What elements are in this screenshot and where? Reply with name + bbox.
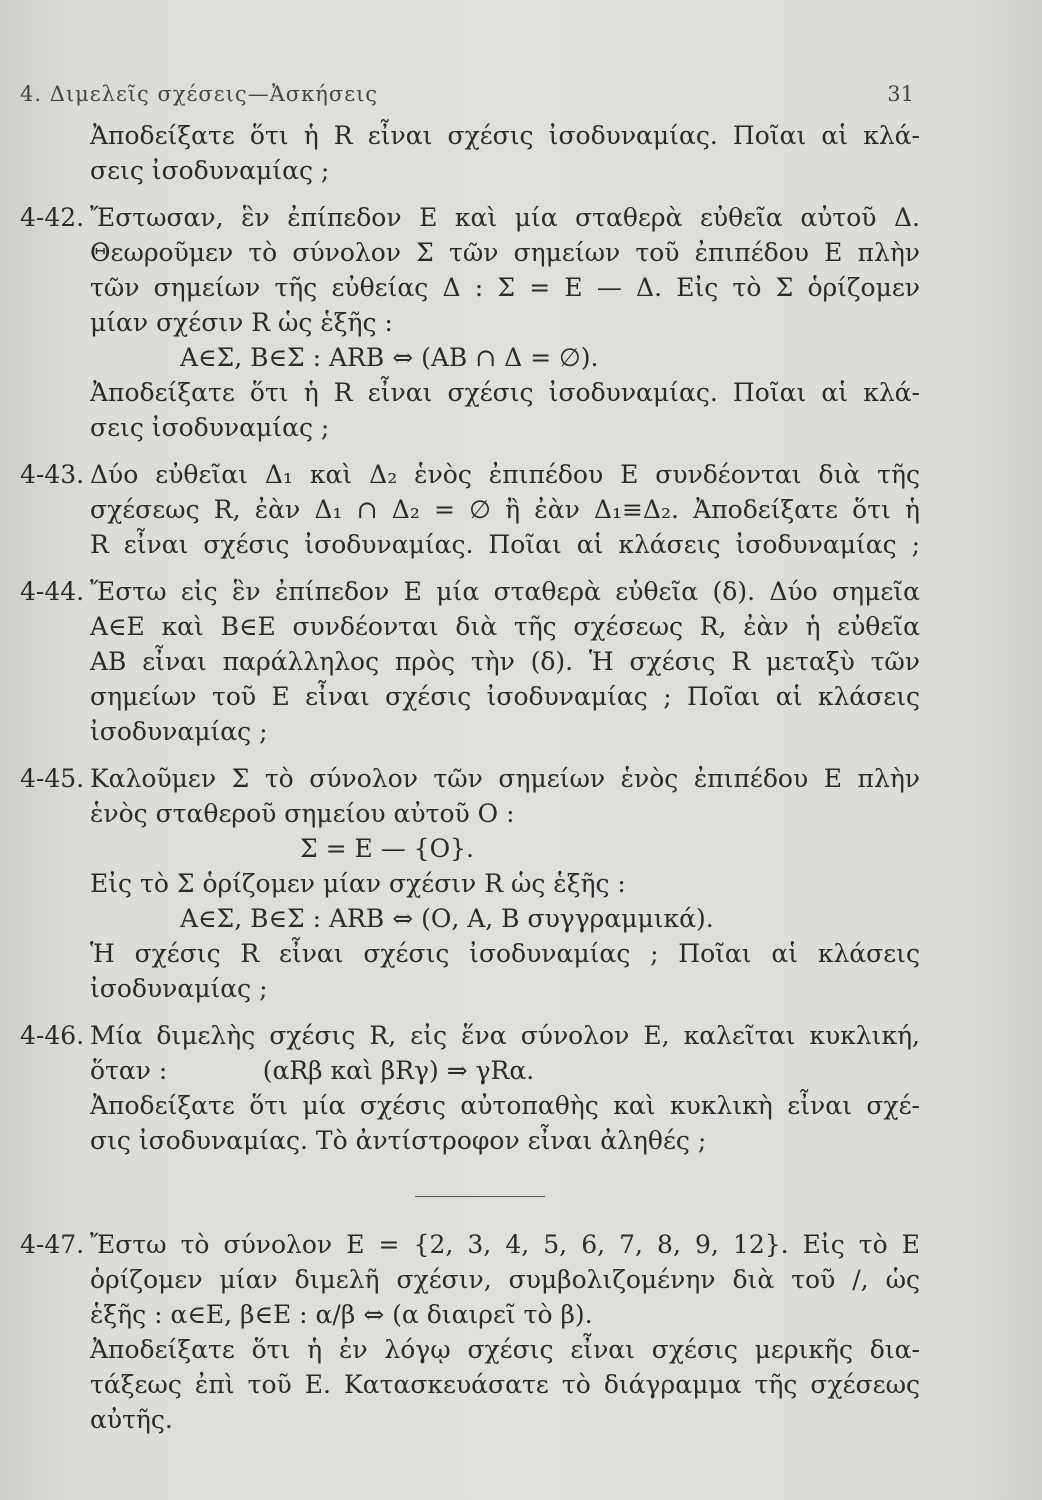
text-line: Ἡ σχέσις R εἶναι σχέσις ἰσοδυναμίας ; Ποῖαι αἱ κλάσεις (90, 939, 920, 968)
text-line: σεις ἰσοδυναμίας ; (90, 413, 330, 442)
exercise-4-42 (20, 200, 920, 445)
text-line: Ἀποδείξατε ὅτι ἡ ἐν λόγῳ σχέσις εἶναι σχέσις μερικῆς δια- (90, 1335, 920, 1364)
text-line: Α∈Ε καὶ Β∈Ε συνδέονται διὰ τῆς σχέσεως R, ἐὰν ἡ εὐθεῖα (90, 612, 920, 641)
text-line: Ἀποδείξατε ὅτι ἡ R εἶναι σχέσις ἰσοδυναμίας. Ποῖαι αἱ κλά- (90, 378, 920, 407)
page-body (20, 118, 920, 1437)
text-line: σεις ἰσοδυναμίας ; (90, 156, 330, 185)
formula-line: ὅταν : (αRβ καὶ βRγ) ⇒ γRα. (90, 1056, 535, 1085)
exercise-4-43 (20, 457, 920, 562)
text-line: ὁρίζομεν μίαν διμελῆ σχέσιν, συμβολιζομένην διὰ τοῦ /, ὡς (90, 1265, 920, 1294)
text-line: ἰσοδυναμίας ; (90, 974, 268, 1003)
exercise-4-47 (20, 1227, 920, 1437)
exercise-4-45 (20, 761, 920, 1006)
exercise-number: 4-44. (20, 577, 85, 606)
running-head: 4. Διμελεῖς σχέσεις—Ἀσκήσεις (20, 82, 379, 106)
text-line: Εἰς τὸ Σ ὁρίζομεν μίαν σχέσιν R ὡς ἑξῆς : (90, 869, 626, 898)
text-line: σις ἰσοδυναμίας. Τὸ ἀντίστροφον εἶναι ἀληθές ; (90, 1126, 707, 1155)
text-line: αὐτῆς. (90, 1405, 173, 1434)
exercise-number: 4-45. (20, 764, 85, 793)
text-line: Ἀποδείξατε ὅτι μία σχέσις αὐτοπαθὴς καὶ κυκλικὴ εἶναι σχέ- (90, 1091, 920, 1120)
formula-line: Α∈Σ, Β∈Σ : ΑRΒ ⇔ (ΑΒ ∩ Δ = ∅). (180, 343, 599, 372)
intro-paragraph (20, 118, 920, 188)
text-line: Ἔστω εἰς ἓν ἐπίπεδον Ε μία σταθερὰ εὐθεῖα (δ). Δύο σημεῖα (90, 577, 920, 606)
text-line: τῶν σημείων τῆς εὐθείας Δ : Σ = Ε — Δ. Εἰς τὸ Σ ὁρίζομεν (90, 273, 920, 302)
page-number: 31 (887, 82, 914, 106)
page-header (20, 82, 914, 106)
exercise-4-46 (20, 1018, 920, 1158)
text-line: Δύο εὐθεῖαι Δ₁ καὶ Δ₂ ἑνὸς ἐπιπέδου Ε συνδέονται διὰ τῆς (90, 460, 920, 489)
exercise-number: 4-42. (20, 203, 85, 232)
exercise-4-44 (20, 574, 920, 749)
text-line: Μία διμελὴς σχέσις R, εἰς ἕνα σύνολον Ε, καλεῖται κυκλική, (90, 1021, 920, 1050)
text-line: Ἔστω τὸ σύνολον Ε = {2, 3, 4, 5, 6, 7, 8, 9, 12}. Εἰς τὸ Ε (90, 1230, 920, 1259)
text-line: ἑνὸς σταθεροῦ σημείου αὐτοῦ Ο : (90, 799, 515, 828)
formula-line: Σ = Ε — {Ο}. (300, 834, 474, 863)
text-line: Ἔστωσαν, ἓν ἐπίπεδον Ε καὶ μία σταθερὰ εὐθεῖα αὐτοῦ Δ. (90, 203, 920, 232)
text-line: ἑξῆς : α∈Ε, β∈Ε : α/β ⇔ (α διαιρεῖ τὸ β). (90, 1300, 593, 1329)
text-line: σημείων τοῦ Ε εἶναι σχέσις ἰσοδυναμίας ; Ποῖαι αἱ κλάσεις (90, 682, 920, 711)
exercise-number: 4-46. (20, 1021, 85, 1050)
text-line: σχέσεως R, ἐὰν Δ₁ ∩ Δ₂ = ∅ ἢ ἐὰν Δ₁≡Δ₂. Ἀποδείξατε ὅτι ἡ (90, 495, 920, 524)
text-line: τάξεως ἐπὶ τοῦ Ε. Κατασκευάσατε τὸ διάγραμμα τῆς σχέσεως (90, 1370, 920, 1399)
exercise-number: 4-43. (20, 460, 85, 489)
text-line: μίαν σχέσιν R ὡς ἑξῆς : (90, 308, 393, 337)
text-line: ΑΒ εἶναι παράλληλος πρὸς τὴν (δ). Ἡ σχέσις R μεταξὺ τῶν (90, 647, 920, 676)
text-line: Καλοῦμεν Σ τὸ σύνολον τῶν σημείων ἑνὸς ἐπιπέδου Ε πλὴν (90, 764, 920, 793)
text-line: ἰσοδυναμίας ; (90, 717, 268, 746)
text-line: Ἀποδείξατε ὅτι ἡ R εἶναι σχέσις ἰσοδυναμίας. Ποῖαι αἱ κλά- (90, 121, 920, 150)
text-line: Θεωροῦμεν τὸ σύνολον Σ τῶν σημείων τοῦ ἐπιπέδου Ε πλὴν (90, 238, 920, 267)
exercise-number: 4-47. (20, 1230, 85, 1259)
formula-line: Α∈Σ, Β∈Σ : ΑRΒ ⇔ (Ο, Α, Β συγγραμμικά). (180, 904, 714, 933)
text-line: R εἶναι σχέσις ἰσοδυναμίας. Ποῖαι αἱ κλάσεις ἰσοδυναμίας ; (90, 530, 920, 559)
section-divider (415, 1196, 545, 1197)
